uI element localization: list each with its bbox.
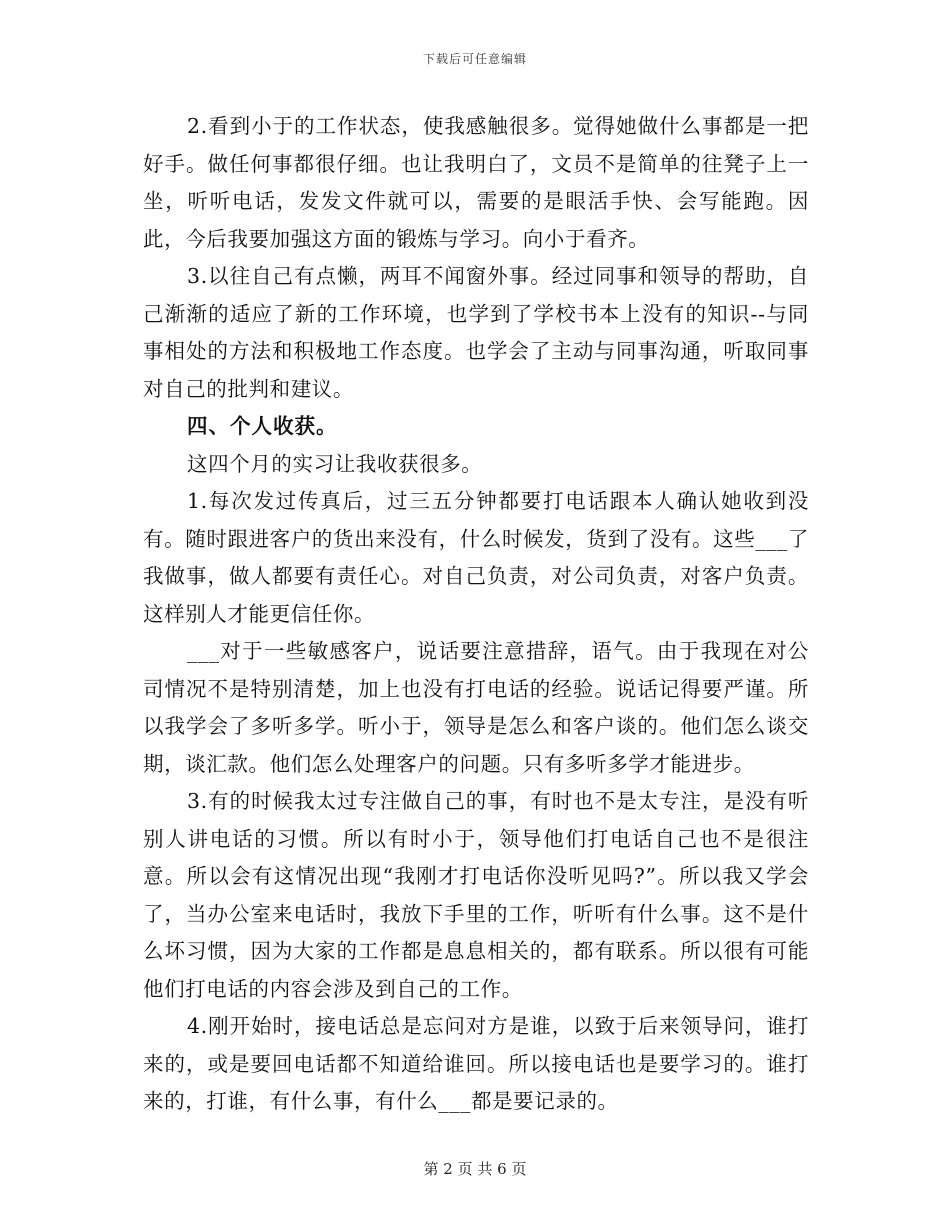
- paragraph-observation-2: 2.看到小于的工作状态，使我感触很多。觉得她做什么事都是一把好手。做任何事都很仔细。也让我明白了，文员不是简单的往凳子上一坐，听听电话，发发文件就可以，需要的是眼活手快、会写能跑。因此，今后我要加强这方面的锻炼与学习。向小于看齐。: [143, 114, 809, 251]
- page-number-footer: 第 2 页 共 6 页: [423, 1160, 527, 1178]
- paragraph-gains-4: 4.刚开始时，接电话总是忘问对方是谁，以致于后来领导问，谁打来的，或是要回电话都不知道给谁回。所以接电话也是要学习的。谁打来的，打谁，有什么事，有什么___都是要记录的。: [143, 1014, 809, 1113]
- section-heading-personal-gains: 四、个人收获。: [187, 414, 338, 438]
- page-header: 下载后可任意编辑: [422, 52, 527, 66]
- paragraph-gains-2: ___对于一些敏感客户，说话要注意措辞，语气。由于我现在对公司情况不是特别清楚，加上也没有打电话的经验。说话记得要严谨。所以我学会了多听多学。听小于，领导是怎么和客户谈的。他们怎么谈交期，谈汇款。他们怎么处理客户的问题。只有多听多学才能进步。: [143, 639, 809, 776]
- document-body: [143, 108, 809, 1121]
- paragraph-observation-3: 3.以往自己有点懒，两耳不闻窗外事。经过同事和领导的帮助，自己渐渐的适应了新的工作环境，也学到了学校书本上没有的知识--与同事相处的方法和积极地工作态度。也学会了主动与同事沟通，听取同事对自己的批判和建议。: [143, 264, 809, 401]
- paragraph-gains-1: 1.每次发过传真后，过三五分钟都要打电话跟本人确认她收到没有。随时跟进客户的货出来没有，什么时候发，货到了没有。这些___了我做事，做人都要有责任心。对自己负责，对公司负责，对客户负责。这样别人才能更信任你。: [143, 489, 809, 626]
- paragraph-gains-intro: 这四个月的实习让我收获很多。: [187, 451, 483, 476]
- paragraph-gains-3: 3.有的时候我太过专注做自己的事，有时也不是太专注，是没有听别人讲电话的习惯。所以有时小于，领导他们打电话自己也不是很注意。所以会有这情况出现“我刚才打电话你没听见吗?”。所以我又学会了，当办公室来电话时，我放下手里的工作，听听有什么事。这不是什么坏习惯，因为大家的工作都是息息相关的，都有联系。所以很有可能他们打电话的内容会涉及到自己的工作。: [143, 789, 809, 1001]
